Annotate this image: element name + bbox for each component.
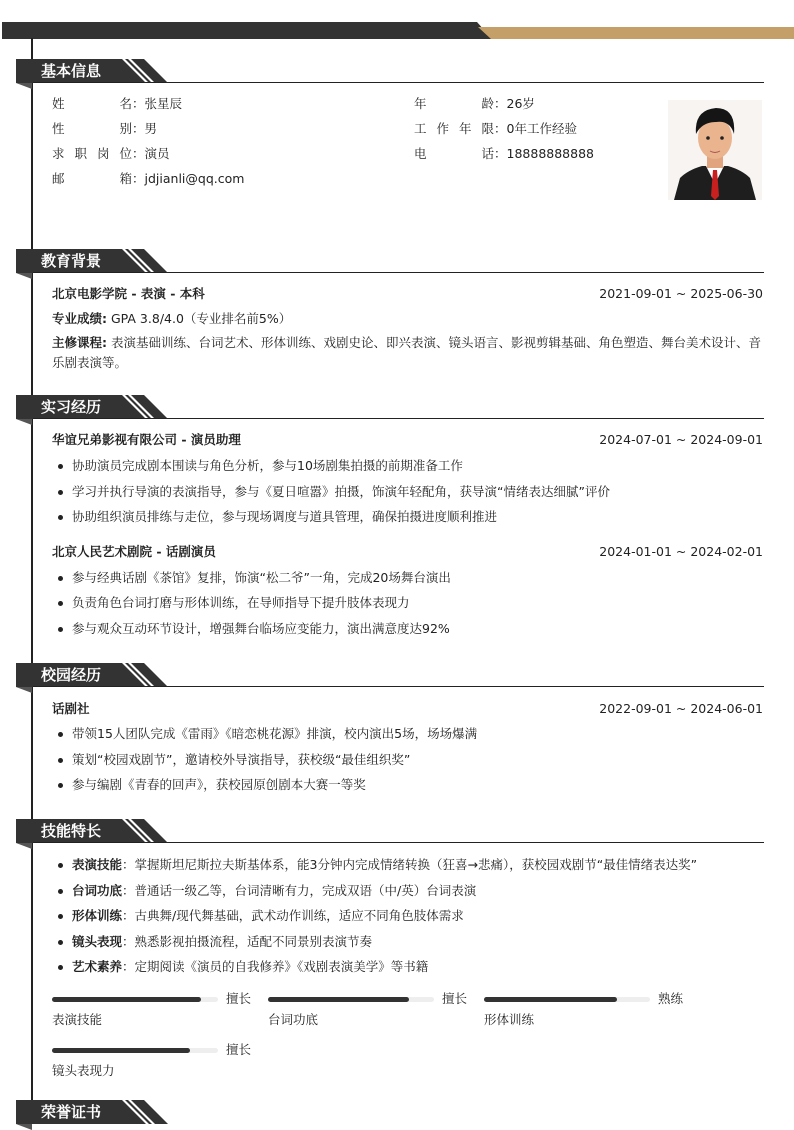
list-item: 带领15人团队完成《雷雨》《暗恋桃花源》排演，校内演出5场，场场爆满 xyxy=(52,725,764,743)
skill-name: 台词功底 xyxy=(268,1012,319,1027)
section-title: 实习经历 xyxy=(41,398,102,416)
skill-bar xyxy=(268,997,434,1002)
list-item: 负责角色台词打磨与形体训练，在导师指导下提升肢体表现力 xyxy=(52,594,764,612)
intern-dates: 2024-01-01 ~ 2024-02-01 xyxy=(599,544,763,559)
skill-level: 熟练 xyxy=(658,991,684,1006)
skill-name: 镜头表现力 xyxy=(52,1063,115,1078)
edu-courses: 主修课程: 表演基础训练、台词艺术、形体训练、戏剧史论、即兴表演、镜头语言、影视剪辑基础、角色塑造、舞台美术设计、音乐剧表演等。 xyxy=(52,335,761,370)
section-header-basic xyxy=(16,59,764,83)
skill-bar xyxy=(484,997,650,1002)
intern-dates: 2024-07-01 ~ 2024-09-01 xyxy=(599,432,763,447)
skill-item: 表演技能：掌握斯坦尼斯拉夫斯基体系，能3分钟内完成情绪转换（狂喜→悲痛），获校园戏剧节“最佳情绪表达奖” xyxy=(52,856,764,874)
edu-grade: 专业成绩: GPA 3.8/4.0（专业排名前5%） xyxy=(52,311,292,326)
skill-name: 表演技能 xyxy=(52,1012,103,1027)
list-item: 协助演员完成剧本围读与角色分析，参与10场剧集拍摄的前期准备工作 xyxy=(52,457,764,475)
timeline-line xyxy=(31,38,33,1108)
list-item: 学习并执行导演的表演指导，参与《夏日喧嚣》拍摄，饰演年轻配角，获导演“情绪表达细腻”评价 xyxy=(52,483,764,501)
list-item: 协助组织演员排练与走位，参与现场调度与道具管理，确保拍摄进度顺利推进 xyxy=(52,508,764,526)
top-banner-gold xyxy=(478,27,794,39)
top-banner-dark xyxy=(2,22,492,39)
section-header-honors xyxy=(16,1100,764,1124)
avatar-photo xyxy=(668,100,762,200)
skill-bar xyxy=(52,1048,218,1053)
intern-org: 华谊兄弟影视有限公司 - 演员助理 xyxy=(52,432,241,447)
info-years: 工作年限：0年工作经验 xyxy=(414,121,577,136)
list-item: 参与观众互动环节设计，增强舞台临场应变能力，演出满意度达92% xyxy=(52,620,764,638)
skill-level: 擅长 xyxy=(226,991,252,1006)
skill-level: 擅长 xyxy=(226,1042,252,1057)
section-header-education xyxy=(16,249,764,273)
skill-item: 镜头表现：熟悉影视拍摄流程，适配不同景别表演节奏 xyxy=(52,933,764,951)
info-age: 年龄：26岁 xyxy=(414,96,535,111)
list-item: 策划“校园戏剧节”，邀请校外导演指导，获校级“最佳组织奖” xyxy=(52,751,764,769)
skill-bar xyxy=(52,997,218,1002)
info-phone: 电话：18888888888 xyxy=(414,146,594,161)
edu-school: 北京电影学院 - 表演 - 本科 xyxy=(52,286,205,301)
edu-dates: 2021-09-01 ~ 2025-06-30 xyxy=(599,286,763,301)
campus-org: 话剧社 xyxy=(52,701,90,716)
section-title: 基本信息 xyxy=(41,62,102,80)
skill-item: 艺术素养：定期阅读《演员的自我修养》《戏剧表演美学》等书籍 xyxy=(52,958,764,976)
section-title: 校园经历 xyxy=(41,666,102,684)
section-title: 技能特长 xyxy=(41,822,102,840)
list-item: 参与经典话剧《茶馆》复排，饰演“松二爷”一角，完成20场舞台演出 xyxy=(52,569,764,587)
skill-item: 台词功底：普通话一级乙等，台词清晰有力，完成双语（中/英）台词表演 xyxy=(52,882,764,900)
list-item: 参与编剧《青春的回声》，获校园原创剧本大赛一等奖 xyxy=(52,776,764,794)
skill-level: 擅长 xyxy=(442,991,468,1006)
section-header-campus xyxy=(16,663,764,687)
info-email: 邮箱：jdjianli@qq.com xyxy=(52,171,245,186)
info-gender: 性别：男 xyxy=(52,121,158,136)
campus-dates: 2022-09-01 ~ 2024-06-01 xyxy=(599,701,763,716)
intern-org: 北京人民艺术剧院 - 话剧演员 xyxy=(52,544,216,559)
section-title: 荣誉证书 xyxy=(41,1103,102,1121)
section-header-internship xyxy=(16,395,764,419)
section-header-skills xyxy=(16,819,764,843)
skill-name: 形体训练 xyxy=(484,1012,535,1027)
info-job: 求职岗位：演员 xyxy=(52,146,170,161)
info-name: 姓名：张星辰 xyxy=(52,96,183,111)
section-title: 教育背景 xyxy=(41,252,102,270)
skill-item: 形体训练：古典舞/现代舞基础，武术动作训练，适应不同角色肢体需求 xyxy=(52,907,764,925)
